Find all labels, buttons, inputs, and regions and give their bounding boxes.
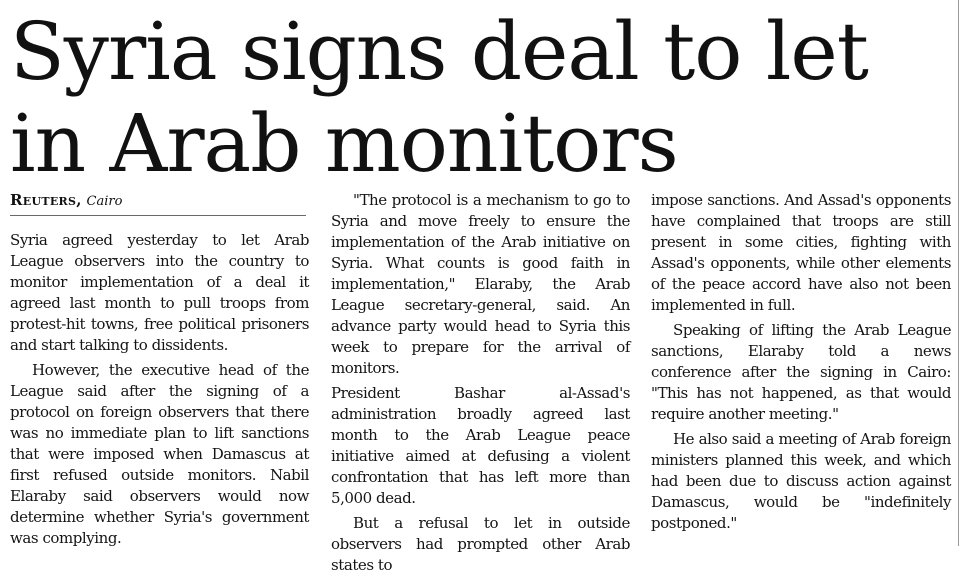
byline [10, 189, 306, 216]
article-column-2 [331, 190, 630, 580]
paragraph: "The protocol is a mechanism to go to Syria and move freely to ensure the implementation of the Arab initiative on Syria. What counts is good faith in implementation," Elaraby, the Arab League secretary-general, said. An advance party would head to Syria this week to prepare for the arrival of monitors. [331, 191, 630, 377]
byline-city: Cairo [86, 194, 123, 209]
article-column-1 [10, 230, 309, 553]
byline-agency: Reuters, [10, 191, 82, 209]
page-edge-rule [958, 0, 959, 546]
article-column-3 [651, 190, 951, 538]
paragraph: He also said a meeting of Arab foreign ministers planned this week, and which had been due to discuss action against Damascus, would be "indefinitely postponed." [651, 430, 951, 532]
paragraph: But a refusal to let in outside observers had prompted other Arab states to [331, 514, 630, 574]
paragraph: President Bashar al-Assad's administration broadly agreed last month to the Arab League peace initiative aimed at defusing a violent confrontation that has left more than 5,000 dead. [331, 384, 630, 507]
paragraph: Speaking of lifting the Arab League sanctions, Elaraby told a news conference after the signing in Cairo: "This has not happened, as that would require another meeting." [651, 321, 951, 423]
paragraph: impose sanctions. And Assad's opponents have complained that troops are still present in some cities, fighting with Assad's opponents, while other elements of the peace accord have also not been implemented in full. [651, 191, 951, 314]
headline: Syria signs deal to let in Arab monitors [10, 5, 868, 190]
paragraph: Syria agreed yesterday to let Arab League observers into the country to monitor implementation of a deal it agreed last month to pull troops from protest-hit towns, free political prisoners and start talking to dissidents. [10, 231, 309, 354]
paragraph: However, the executive head of the League said after the signing of a protocol on foreign observers that there was no immediate plan to lift sanctions that were imposed when Damascus at first refused outside monitors. Nabil Elaraby said observers would now determine whether Syria's government was complying. [10, 361, 309, 547]
